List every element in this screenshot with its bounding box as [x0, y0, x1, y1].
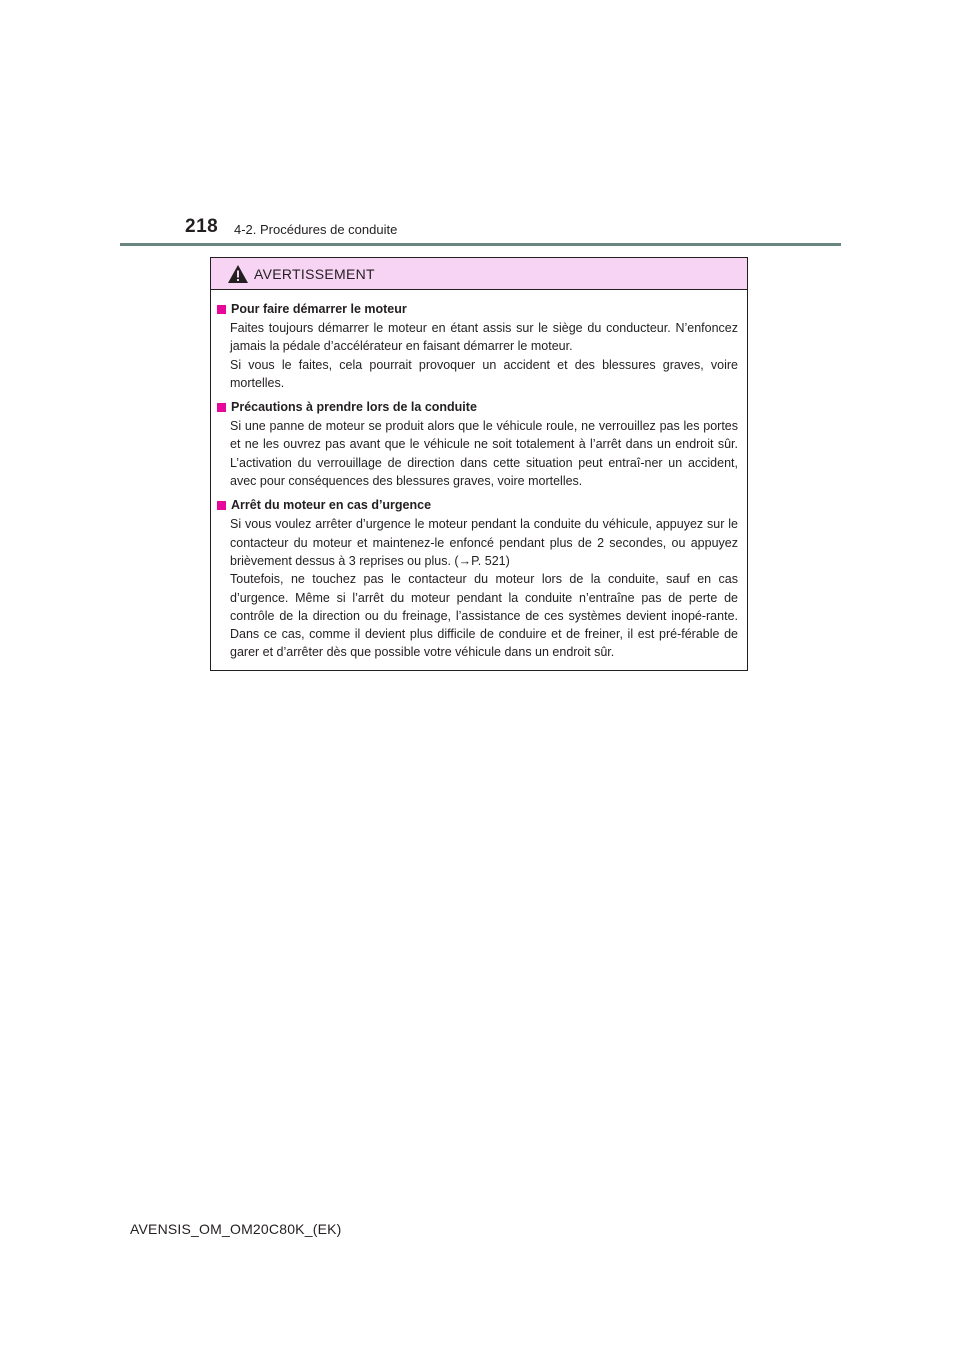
item-text	[230, 319, 738, 392]
warning-header	[211, 258, 747, 290]
item-heading-text: Précautions à prendre lors de la conduite	[231, 400, 477, 415]
warning-box	[210, 257, 748, 671]
warning-item	[217, 300, 738, 392]
item-text	[230, 515, 738, 661]
document-code: AVENSIS_OM_OM20C80K_(EK)	[130, 1221, 342, 1237]
warning-body	[211, 290, 747, 662]
warning-item	[217, 496, 738, 661]
paragraph: Si vous le faites, cela pourrait provoquer un accident et des blessures graves, voire mortelles.	[230, 357, 738, 390]
item-heading-text: Arrêt du moteur en cas d’urgence	[231, 498, 432, 513]
section-title: 4-2. Procédures de conduite	[234, 222, 398, 237]
paragraph: Faites toujours démarrer le moteur en étant assis sur le siège du conducteur. N’enfoncez jamais la pédale d’accélérateur en faisant démarrer le moteur.	[230, 321, 738, 354]
warning-title: AVERTISSEMENT	[254, 265, 375, 282]
paragraph: Si une panne de moteur se produit alors que le véhicule roule, ne verrouillez pas les portes et ne les ouvrez pas avant que le véhicule ne soit totalement à l’arrêt dans un endroit sûr. L’activation du verrouillage de direction dans cette situation peut entraî-ner un accident, avec pour conséquences des blessures graves, voire mortelles.	[230, 419, 738, 489]
paragraph: Toutefois, ne touchez pas le contacteur du moteur lors de la conduite, sauf en cas d’urgence. Même si l’arrêt du moteur pendant la conduite n’entraîne pas de perte de contrôle de la direction ou du freinage, l’assistance de ces systèmes devient inopé-rante. Dans ce cas, comme il devient plus difficile de conduire et de freiner, il est pré-férable de garer et d’arrêter dès que possible votre véhicule dans un endroit sûr.	[230, 572, 738, 660]
warning-triangle-icon	[227, 264, 249, 284]
item-heading-text: Pour faire démarrer le moteur	[231, 302, 407, 316]
header-divider	[120, 243, 841, 246]
square-bullet-icon	[217, 501, 226, 510]
item-text	[230, 417, 738, 490]
page-number: 218	[185, 216, 219, 237]
item-heading	[217, 300, 738, 318]
item-heading	[217, 496, 738, 514]
paragraph: Si vous voulez arrêter d’urgence le moteur pendant la conduite du véhicule, appuyez sur le contacteur du moteur et maintenez-le enfoncé pendant plus de 2 secondes, ou appuyez brièvement dessus à 3 reprises ou plus. (→P. 521)	[230, 517, 738, 568]
square-bullet-icon	[217, 305, 226, 314]
warning-item	[217, 398, 738, 490]
square-bullet-icon	[217, 403, 226, 412]
item-heading	[217, 398, 738, 416]
